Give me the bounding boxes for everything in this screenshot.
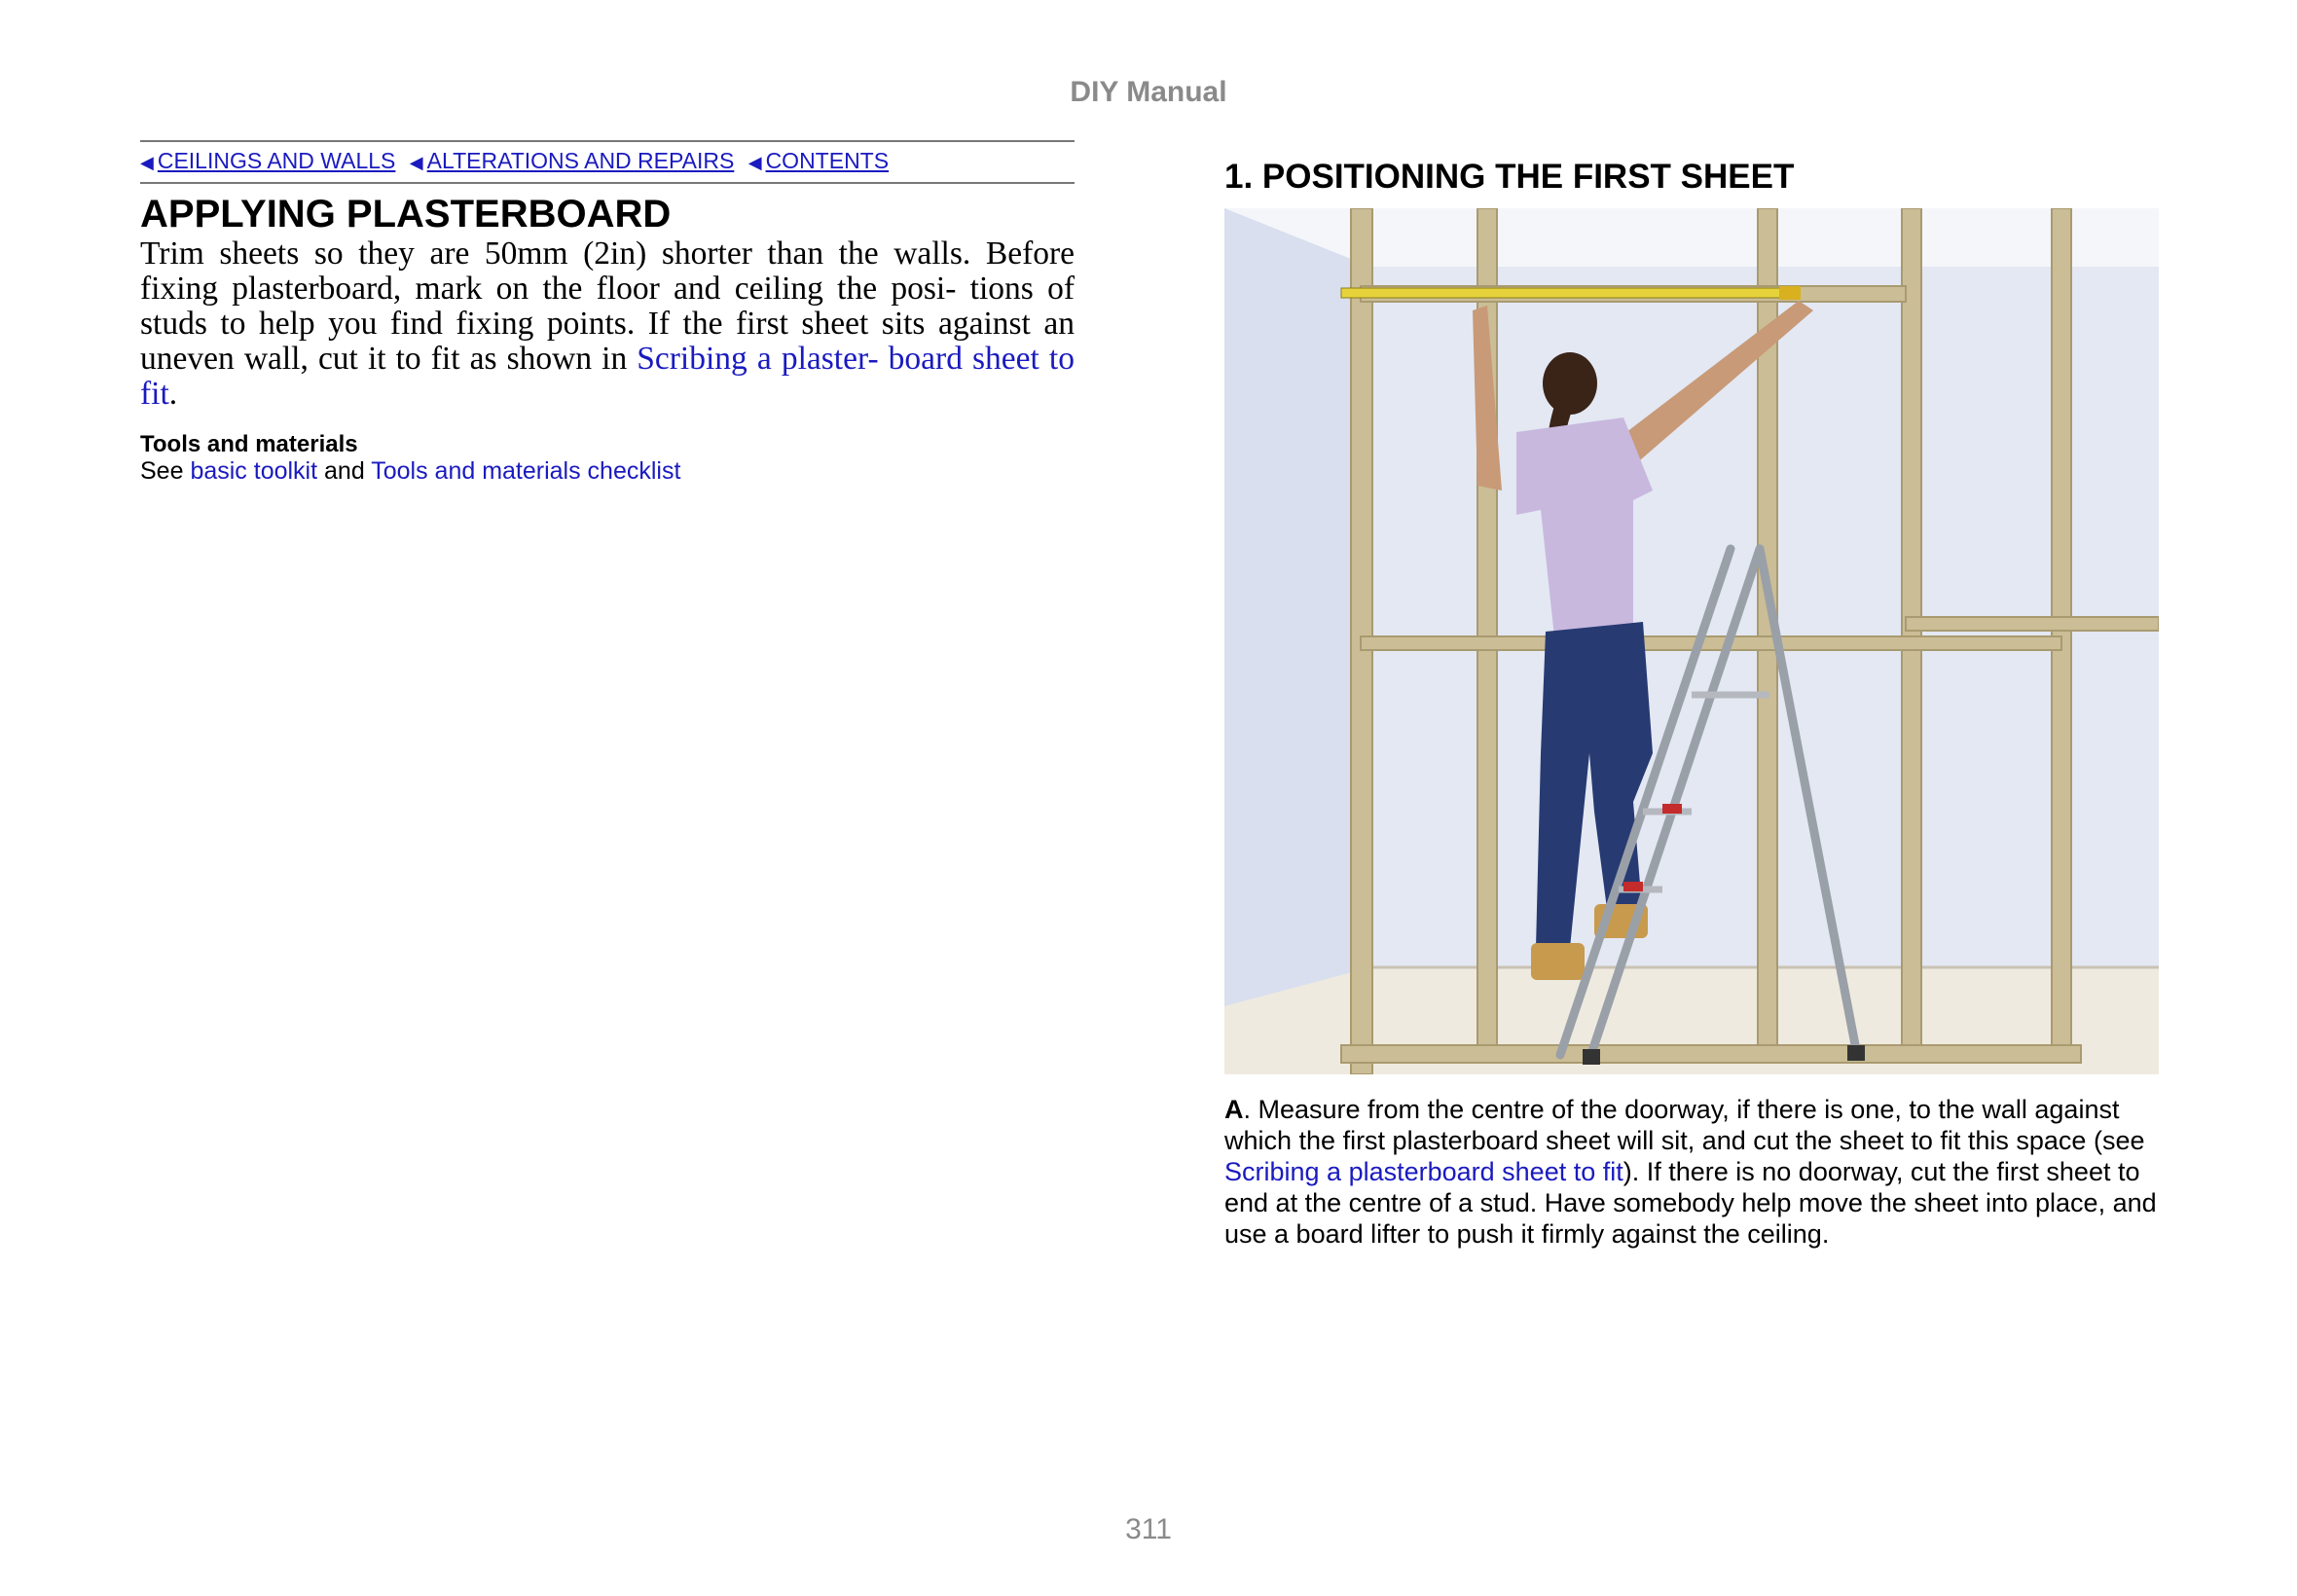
caption-label: A (1224, 1095, 1244, 1124)
scribing-link[interactable]: Scribing a plaster- board sheet to fit (140, 341, 1075, 412)
intro-paragraph (140, 236, 1075, 412)
page-number: 311 (1125, 1513, 1172, 1545)
breadcrumb-link-ceilings-and-walls[interactable]: CEILINGS AND WALLS (157, 148, 396, 173)
positioning-photo (1224, 208, 2159, 1074)
caption-text-end: ). If there is no doorway, cut the first sheet to end at the centre of a stud. Have somebody help move the sheet into place, and use a board lifter to push it firmly against the ceiling. (1224, 1157, 2157, 1249)
breadcrumb-link-contents[interactable]: CONTENTS (765, 148, 890, 173)
breadcrumb-link-alterations-and-repairs[interactable]: ALTERATIONS AND REPAIRS (426, 148, 735, 173)
back-arrow-icon: ◀ (409, 153, 423, 172)
caption-scribing-link[interactable]: Scribing a plasterboard sheet to fit (1224, 1157, 1623, 1186)
tools-checklist-link[interactable]: Tools and materials checklist (371, 457, 681, 485)
intro-text-end: . (168, 376, 178, 412)
step-title: 1. POSITIONING THE FIRST SHEET (1224, 158, 1795, 196)
step-caption (1224, 1094, 2159, 1250)
tools-prefix: See (140, 457, 184, 485)
tools-heading: Tools and materials (140, 431, 358, 457)
breadcrumb (140, 140, 1075, 184)
tools-paragraph (140, 457, 1075, 485)
left-page (140, 140, 1075, 485)
right-page (1224, 156, 2159, 1250)
basic-toolkit-link[interactable]: basic toolkit (190, 457, 318, 485)
tools-and: and (324, 457, 365, 485)
back-arrow-icon: ◀ (140, 153, 154, 172)
book-title: DIY Manual (1070, 76, 1227, 108)
intro-text: Trim sheets so they are 50mm (2in) shorter than the walls. Before fixing plasterboard, mark on the floor and ceiling the posi- tions of studs to help you find fixing points. If the first sheet sits against an uneven wall, cut it to fit as shown in (140, 236, 1075, 377)
caption-text: . Measure from the centre of the doorway, if there is one, to the wall against which the first plasterboard sheet will sit, and cut the sheet to fit this space (see (1224, 1095, 2145, 1155)
back-arrow-icon: ◀ (747, 153, 762, 172)
woman-on-ladder-illustration (1224, 208, 2159, 1074)
page-title: APPLYING PLASTERBOARD (140, 193, 672, 236)
